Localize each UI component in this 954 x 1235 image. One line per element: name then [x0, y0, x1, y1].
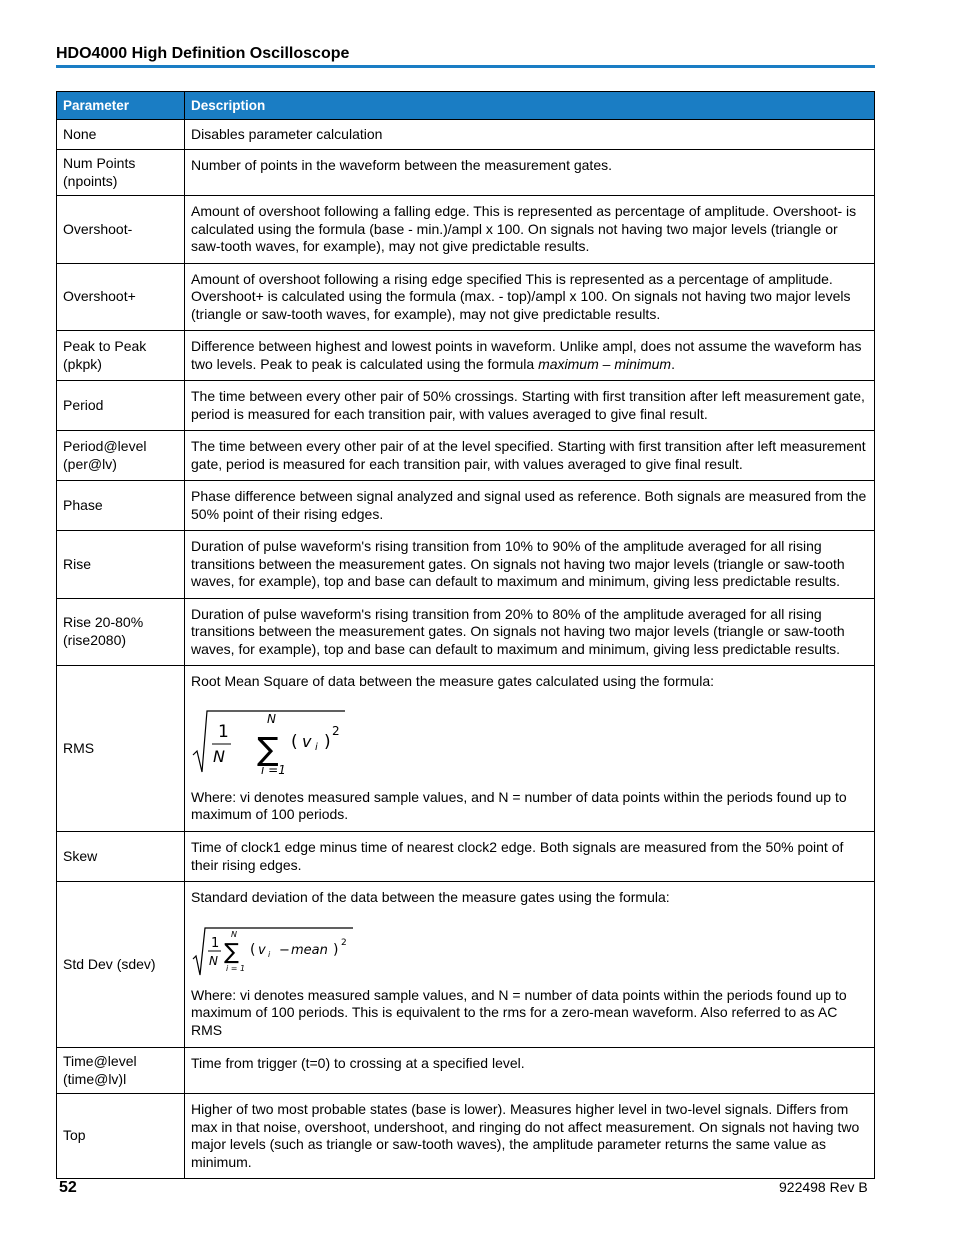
formula-sigma: ∑	[257, 729, 279, 768]
param-name: Skew	[57, 832, 185, 882]
param-name: Overshoot-	[57, 196, 185, 264]
document-revision: 922498 Rev B	[779, 1179, 868, 1195]
formula-denominator: N	[213, 746, 225, 766]
param-description: Amount of overshoot following a falling edge. This is represented as percentage of amplitude. Overshoot- is calculated using the formula (base - min.)/ampl x 100. On signals not having two major levels (triangle or saw-tooth waves, for example), may not give predictable results.	[185, 196, 875, 264]
param-description: The time between every other pair of 50% crossings. Starting with first transition after left measurement gate, period is measured for each transition pair, with values averaged to give final result.	[185, 381, 875, 431]
formula-sum-upper: N	[231, 929, 237, 939]
table-row	[57, 331, 875, 381]
title-rule	[56, 65, 875, 68]
table-row	[57, 150, 875, 196]
table-row	[57, 832, 875, 882]
formula-paren-open: (	[291, 731, 298, 752]
param-description: Disables parameter calculation	[185, 120, 875, 150]
formula-var: v	[258, 942, 266, 958]
table-row	[57, 882, 875, 1048]
param-description: Duration of pulse waveform's rising transition from 20% to 80% of the amplitude averaged for all rising transitions between the measurement gates. On signals not having two major levels (triangle or saw-tooth waves, for example), top and base can default to maximum and minimum, giving less predictable results.	[185, 598, 875, 666]
formula-numerator: 1	[218, 721, 229, 742]
param-description: Time of clock1 edge minus time of nearest clock2 edge. Both signals are measured from the 50% point of their rising edges.	[185, 832, 875, 882]
table-row	[57, 531, 875, 599]
formula-paren-open: (	[250, 941, 256, 958]
param-description: Phase difference between signal analyzed and signal used as reference. Both signals are measured from the 50% point of their rising edges.	[185, 481, 875, 531]
param-name: Std Dev (sdev)	[57, 882, 185, 1048]
table-row	[57, 1048, 875, 1094]
table-row	[57, 196, 875, 264]
desc-text: Standard deviation of the data between the measure gates using the formula:	[191, 889, 670, 905]
param-name: Period@level (per@lv)	[57, 431, 185, 481]
param-name: None	[57, 120, 185, 150]
table-row	[57, 666, 875, 832]
formula-sum-lower: i = 1	[226, 963, 246, 973]
table-row	[57, 1094, 875, 1179]
column-header-description: Description	[185, 92, 875, 120]
formula-subscript: i	[268, 949, 271, 959]
param-name: Peak to Peak (pkpk)	[57, 331, 185, 381]
formula-minus: −	[279, 942, 290, 958]
param-name: Rise 20-80% (rise2080)	[57, 598, 185, 666]
table-row	[57, 431, 875, 481]
rms-formula	[191, 703, 868, 775]
formula-denominator: N	[209, 953, 218, 968]
param-description: The time between every other pair of at the level specified. Starting with first transition after left measurement gate, period is measured for each transition pair, with values averaged to give final result.	[185, 431, 875, 481]
table-row	[57, 381, 875, 431]
param-description: Time from trigger (t=0) to crossing at a specified level.	[185, 1048, 875, 1094]
desc-after: Where: vi denotes measured sample values, and N = number of data points within the periods found up to maximum of 100 periods.	[191, 788, 847, 822]
desc-text: Root Mean Square of data between the measure gates calculated using the formula:	[191, 673, 714, 689]
formula-subscript: i	[315, 741, 318, 753]
table-row	[57, 481, 875, 531]
formula-mean: mean	[291, 942, 328, 958]
formula-sigma: ∑	[224, 939, 239, 965]
parameter-table	[56, 91, 875, 1179]
table-row	[57, 263, 875, 331]
param-name: Num Points (npoints)	[57, 150, 185, 196]
param-description	[185, 331, 875, 381]
page-number: 52	[59, 1179, 77, 1196]
param-description: Higher of two most probable states (base is lower). Measures higher level in two-level signals. Differs from max in that noise, overshoot, undershoot, and ringing do not affect measurement. On signals not having two major levels (such as triangle or saw-tooth waves), the amplitude parameter returns the same value as minimum.	[185, 1094, 875, 1179]
formula-exponent: 2	[332, 723, 340, 738]
param-name: Rise	[57, 531, 185, 599]
table-row	[57, 598, 875, 666]
param-description: Duration of pulse waveform's rising transition from 10% to 90% of the amplitude averaged for all rising transitions between the measurement gates. On signals not having two major levels (triangle or saw-tooth waves, for example), top and base can default to maximum and minimum, giving less predictable results.	[185, 531, 875, 599]
stddev-formula	[191, 925, 868, 977]
param-name: Time@level (time@lv)l	[57, 1048, 185, 1094]
rms-formula-graphic	[191, 703, 351, 775]
formula-paren-close: )	[333, 941, 339, 958]
formula-exponent: 2	[341, 937, 347, 948]
param-name: Top	[57, 1094, 185, 1179]
formula-numerator: 1	[211, 935, 220, 951]
param-name: Period	[57, 381, 185, 431]
param-description: Number of points in the waveform between the measurement gates.	[185, 150, 875, 196]
formula-paren-close: )	[324, 731, 331, 752]
param-description: Amount of overshoot following a rising edge specified This is represented as a percentage of amplitude. Overshoot+ is calculated using the formula (max. - top)/ampl x 100. On signals not having two major levels (triangle or saw-tooth waves, for example), may not give predictable results.	[185, 263, 875, 331]
formula-text: maximum – minimum	[538, 355, 672, 372]
formula-var: v	[302, 731, 312, 751]
desc-text: Difference between highest and lowest points in waveform. Unlike ampl, does not assume the waveform has two levels. Peak to peak is calculated using the formula	[191, 338, 862, 372]
param-name: RMS	[57, 666, 185, 832]
formula-sum-upper: N	[267, 711, 276, 726]
formula-sum-lower: i =1	[261, 762, 286, 775]
column-header-parameter: Parameter	[57, 92, 185, 120]
table-row	[57, 120, 875, 150]
param-description	[185, 882, 875, 1048]
param-name: Overshoot+	[57, 263, 185, 331]
document-title: HDO4000 High Definition Oscilloscope	[56, 45, 350, 62]
stddev-formula-graphic	[191, 925, 356, 977]
table-header-row	[57, 92, 875, 120]
desc-end: .	[671, 355, 675, 372]
param-description	[185, 666, 875, 832]
desc-after: Where: vi denotes measured sample values, and N = number of data points within the periods found up to maximum of 100 periods. This is equivalent to the rms for a zero-mean waveform. Also referred to as AC RMS	[191, 986, 847, 1038]
param-name: Phase	[57, 481, 185, 531]
